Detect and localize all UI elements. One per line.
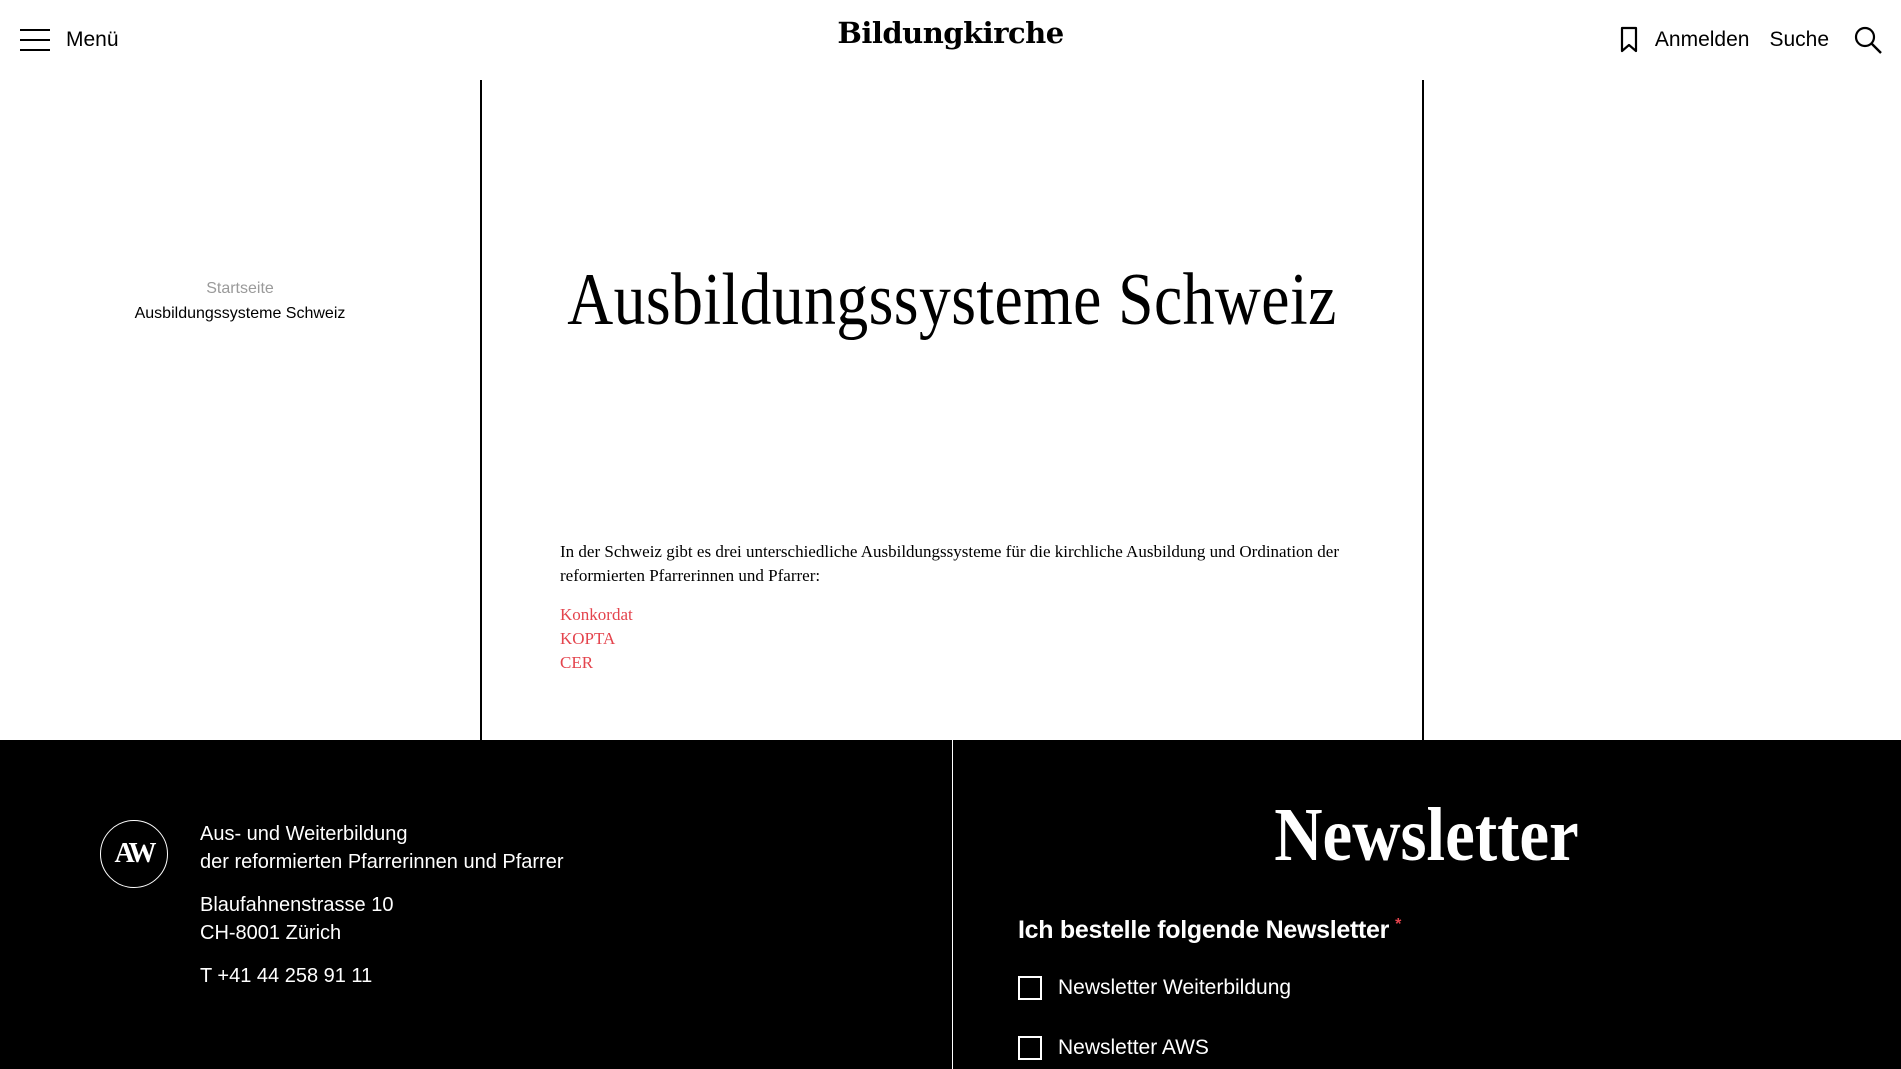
site-logo-wrapper — [0, 16, 1901, 50]
footer-divider — [952, 740, 953, 1069]
link-cer[interactable]: CER — [560, 653, 594, 672]
checkbox-aws[interactable] — [1018, 1036, 1042, 1060]
bookmark-icon[interactable] — [1619, 26, 1639, 54]
site-header — [0, 0, 1901, 80]
right-column-divider — [1422, 80, 1424, 740]
aw-logo: AW — [100, 820, 168, 888]
site-logo[interactable]: Bildungkirche — [837, 16, 1064, 50]
option-label: Newsletter AWS — [1058, 1036, 1209, 1059]
newsletter-option-aws[interactable] — [1018, 1036, 1209, 1060]
org-line2: der reformierten Pfarrerinnen und Pfarrer — [200, 851, 564, 873]
link-konkordat[interactable]: Konkordat — [560, 605, 633, 624]
postal-address — [200, 891, 564, 947]
menu-label: Menü — [66, 28, 119, 51]
newsletter-option-weiterbildung[interactable] — [1018, 976, 1291, 1000]
system-links — [560, 603, 633, 675]
phone-number[interactable]: T +41 44 258 91 11 — [200, 965, 373, 987]
newsletter-question-text: Ich bestelle folgende Newsletter — [1018, 916, 1390, 944]
search-link[interactable]: Suche — [1769, 28, 1829, 51]
breadcrumb-current: Ausbildungssysteme Schweiz — [134, 305, 346, 322]
required-marker: * — [1395, 916, 1402, 933]
login-link[interactable]: Anmelden — [1654, 28, 1750, 51]
breadcrumb — [0, 276, 480, 326]
checkbox-weiterbildung[interactable] — [1018, 976, 1042, 1000]
street: Blaufahnenstrasse 10 — [200, 894, 394, 916]
newsletter-title: Newsletter — [1274, 793, 1579, 877]
org-name — [200, 820, 564, 876]
link-kopta[interactable]: KOPTA — [560, 629, 616, 648]
option-label: Newsletter Weiterbildung — [1058, 976, 1292, 999]
menu-button[interactable] — [20, 25, 119, 55]
footer-address — [200, 820, 564, 1005]
city: CH-8001 Zürich — [200, 922, 342, 944]
intro-text: In der Schweiz gibt es drei unterschiedliche Ausbildungssysteme für die kirchliche Ausbildung und Ordination der reformierten Pfarrerinnen und Pfarrer: — [560, 542, 1339, 585]
breadcrumb-home[interactable]: Startseite — [206, 280, 274, 297]
page-title: Ausbildungssysteme Schweiz — [567, 259, 1337, 341]
newsletter-question — [1018, 916, 1401, 945]
search-icon[interactable] — [1853, 25, 1883, 55]
header-actions — [1619, 24, 1883, 56]
left-column-divider — [480, 80, 482, 740]
org-line1: Aus- und Weiterbildung — [200, 823, 408, 845]
site-footer — [0, 740, 1901, 1069]
hamburger-icon — [20, 29, 50, 51]
